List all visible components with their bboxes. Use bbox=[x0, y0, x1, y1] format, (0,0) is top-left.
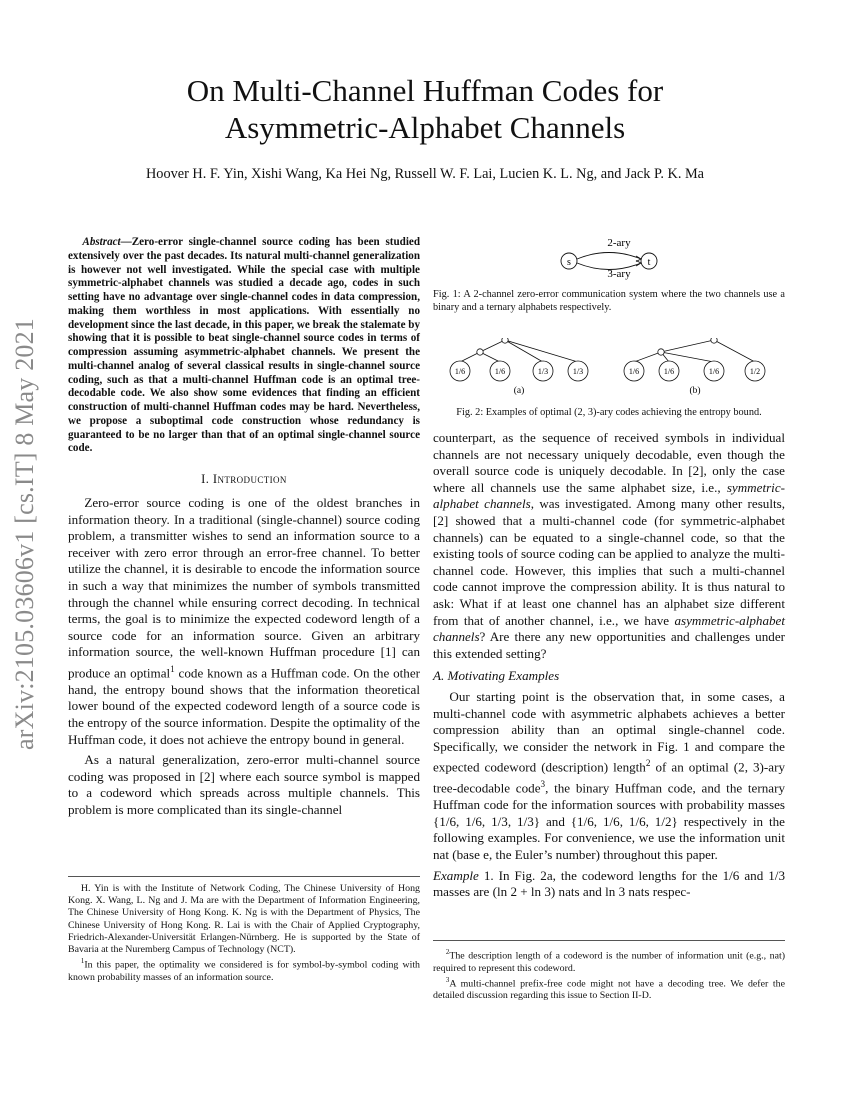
right-column bbox=[433, 430, 785, 901]
tree-a bbox=[450, 338, 588, 396]
node-s-label: s bbox=[567, 257, 571, 268]
tree-a-leaf-2-label: 1/6 bbox=[494, 367, 506, 376]
right-footnotes bbox=[433, 940, 785, 1002]
left-footnotes bbox=[68, 876, 420, 984]
arrowhead-bottom bbox=[636, 261, 641, 267]
footnote-2 bbox=[433, 947, 785, 975]
intro-paragraph-3 bbox=[433, 430, 785, 662]
title-line-2: Asymmetric-Alphabet Channels bbox=[224, 110, 626, 145]
title-line-1: On Multi-Channel Huffman Codes for bbox=[186, 73, 664, 108]
edge-label-top: 2-ary bbox=[607, 237, 631, 249]
motivating-p1-text-c: , the binary Huffman code, and the ternary Huffman code for the information sources with probability masses {1/6, 1/6, 1/3, 1/3} and {1/6, 1/6, 1/6, 1/2} respectively in the following examples. For convenience, we use the information unit nat (base e, the Euler’s number) throughout this paper. bbox=[433, 780, 785, 862]
intro-p3-emphasis-2: asymmetric-alphabet channels bbox=[433, 612, 785, 645]
intro-p3-text-b: , was investigated. Among many other results, [2] showed that a multi-channel code (for symmetric-alphabet channels) can be equated to a single-channel code, so that the existing tools of source coding can be applied to analyze the multi-channel code. However, this implies that such a multi-channel code cannot improve the compression ability. It is thus natural to ask: What if at least one channel has an alphabet size different from that of another channel, i.e., we have bbox=[433, 496, 785, 628]
arxiv-identifier-sidebar: arXiv:2105.03606v1 [cs.IT] 8 May 2021 bbox=[10, 318, 39, 750]
tree-a-inner-node bbox=[477, 349, 483, 355]
example-1-text: 1. In Fig. 2a, the codeword lengths for the 1/6 and 1/3 masses are (ln 2 + ln 3) nats and ln 3 nats respec- bbox=[433, 867, 785, 900]
example-label: Example bbox=[433, 867, 479, 883]
subfigure-b-label: (b) bbox=[689, 386, 701, 396]
figure-2 bbox=[433, 338, 785, 420]
node-t-label: t bbox=[647, 257, 651, 268]
footnote-1-text: In this paper, the optimality we considered is for symbol-by-symbol coding with known probability masses of an information source. bbox=[68, 959, 420, 983]
tree-b-root bbox=[711, 338, 717, 343]
intro-p3-text-a: counterpart, as the sequence of received symbols in individual channels are not necessary uniquely decodable, even though the overall source code is uniquely decodable. In [2], only the case where all channels use the same alphabet size, i.e., bbox=[433, 430, 785, 495]
footnote-3-mark: 3 bbox=[445, 976, 450, 984]
tree-a-leaf-4-label: 1/3 bbox=[572, 367, 584, 376]
intro-p1-text-b: code known as a Huffman code. On the other hand, the entropy bound shows that the information theoretical lower bound of the expected codeword length of a source code is the entropy of the source information. Despite the optimality of the Huffman code, it does not achieve the entropy bound in general. bbox=[68, 665, 420, 747]
motivating-p1-text-a: Our starting point is the observation that, in some cases, a multi-channel code with asymmetric alphabets achieves a better compression ability than an optimal single-channel code. Specifically, we consider the network in Fig. 1 and compare the expected codeword (description) length bbox=[433, 688, 785, 775]
figure-1-caption: Fig. 1: A 2-channel zero-error communication system where the two channels use a binary and a ternary alphabets respectively. bbox=[433, 289, 785, 313]
figure-2-trees bbox=[433, 338, 785, 402]
footnote-1 bbox=[68, 956, 420, 984]
affiliation-footnote: H. Yin is with the Institute of Network Coding, The Chinese University of Hong Kong. X. Wang, L. Ng and J. Ma are with the Department of Information Engineering, The Chinese University of Hong Kong. K. Ng is with the Department of Physics, The Chinese University of Hong Kong. R. Lai is with the Chair of Applied Cryptography, Friedrich-Alexander-Universität Erlangen-Nürnberg. He is supported by the State of Bavaria at the Nuremberg Campus of Technology (NCT). bbox=[68, 883, 420, 956]
tree-b-leaf-2-label: 1/6 bbox=[663, 367, 675, 376]
abstract-label: Abstract bbox=[82, 236, 121, 248]
footnote-2-text: The description length of a codeword is the number of information unit (e.g., nat) required to represent this codeword. bbox=[433, 950, 785, 974]
footnote-2-mark: 2 bbox=[445, 949, 450, 956]
intro-paragraph-2: As a natural generalization, zero-error multi-channel source coding was proposed in [2] where each source symbol is mapped to a codeword which spreads across multiple channels. This problem is more complicated than its single-channel bbox=[68, 752, 420, 818]
subsection-heading-motivating-examples: A. Motivating Examples bbox=[433, 668, 560, 684]
tree-b-inner-node bbox=[658, 349, 664, 355]
tree-a-leaf-1-label: 1/6 bbox=[454, 367, 466, 376]
figure-1-diagram bbox=[433, 232, 785, 284]
motivating-p1-text-b: of an optimal (2, 3)-ary tree-decodable code bbox=[433, 759, 785, 796]
tree-b-leaf-1-label: 1/6 bbox=[628, 367, 640, 376]
tree-a-leaf-3-label: 1/3 bbox=[537, 367, 549, 376]
tree-b bbox=[624, 338, 765, 396]
footnote-ref-2: 2 bbox=[645, 758, 651, 769]
subfigure-a-label: (a) bbox=[513, 386, 525, 396]
figure-1 bbox=[433, 232, 785, 314]
edge-top bbox=[577, 253, 641, 260]
intro-p3-text-c: ? Are there any new opportunities and challenges under this extended setting? bbox=[433, 629, 785, 661]
motivating-paragraph-1 bbox=[433, 689, 785, 864]
footnote-ref-1: 1 bbox=[170, 663, 175, 674]
tree-a-root bbox=[502, 338, 508, 343]
left-column bbox=[68, 236, 420, 819]
intro-paragraph-1 bbox=[68, 495, 420, 748]
section-heading-introduction: I. Introduction bbox=[201, 472, 287, 486]
footnote-3-text: A multi-channel prefix-free code might not have a decoding tree. We defer the detailed discussion regarding this issue to Section II-D. bbox=[433, 978, 785, 1002]
intro-p1-text-a: Zero-error source coding is one of the oldest branches in information theory. In a traditional (single-channel) source coding problem, a transmitter wishes to send an information source to a receiver with zero error through an error-free channel. To better utilize the channel, it is desirable to encode the information source in such a way that minimizes the number of symbols transmitted through the channel while ensuring correct decoding. In technical terms, the goal is to minimize the expected codeword length of a source code for an information source. Given an arbitrary information source, the well-known Huffman procedure [1] can produce an optimal bbox=[68, 495, 420, 681]
paper-title bbox=[60, 72, 790, 146]
abstract-text: —Zero-error single-channel source coding has been studied extensively over the past decades. Its natural multi-channel generalization is however not well investigated. While the special case with multiple symmetric-alphabet channels was studied a decade ago, codes in such setting have no advantage over single-channel codes in data compression, making them worthless in most applications. With essentially no development since the last decade, in this paper, we break the stalemate by showing that it is possible to beat single-channel source codes in terms of compression assuming asymmetric-alphabet channels. We present the multi-channel analog of several classical results in single-channel source coding, such as that a multi-channel Huffman code is an optimal tree-decodable code. We also show some evidences that finding an efficient construction of multi-channel Huffman codes may be hard. Nevertheless, we propose a suboptimal code construction whose redundancy is guaranteed to be no larger than that of an optimal single-channel source code. bbox=[68, 236, 420, 455]
footnote-1-mark: 1 bbox=[80, 958, 85, 966]
author-list: Hoover H. F. Yin, Xishi Wang, Ka Hei Ng, Russell W. F. Lai, Lucien K. L. Ng, and Jack P. K. Ma bbox=[145, 166, 705, 182]
footnote-ref-3: 3 bbox=[540, 779, 546, 790]
abstract bbox=[68, 236, 420, 456]
footnote-3 bbox=[433, 975, 785, 1003]
figure-2-caption: Fig. 2: Examples of optimal (2, 3)-ary codes achieving the entropy bound. bbox=[456, 407, 762, 418]
example-1-paragraph bbox=[433, 868, 785, 901]
edge-label-bottom: 3-ary bbox=[607, 268, 631, 280]
tree-b-leaf-4-label: 1/2 bbox=[749, 367, 761, 376]
intro-p3-emphasis-1: symmetric-alphabet channels bbox=[433, 479, 785, 512]
tree-b-leaf-3-label: 1/6 bbox=[708, 367, 720, 376]
